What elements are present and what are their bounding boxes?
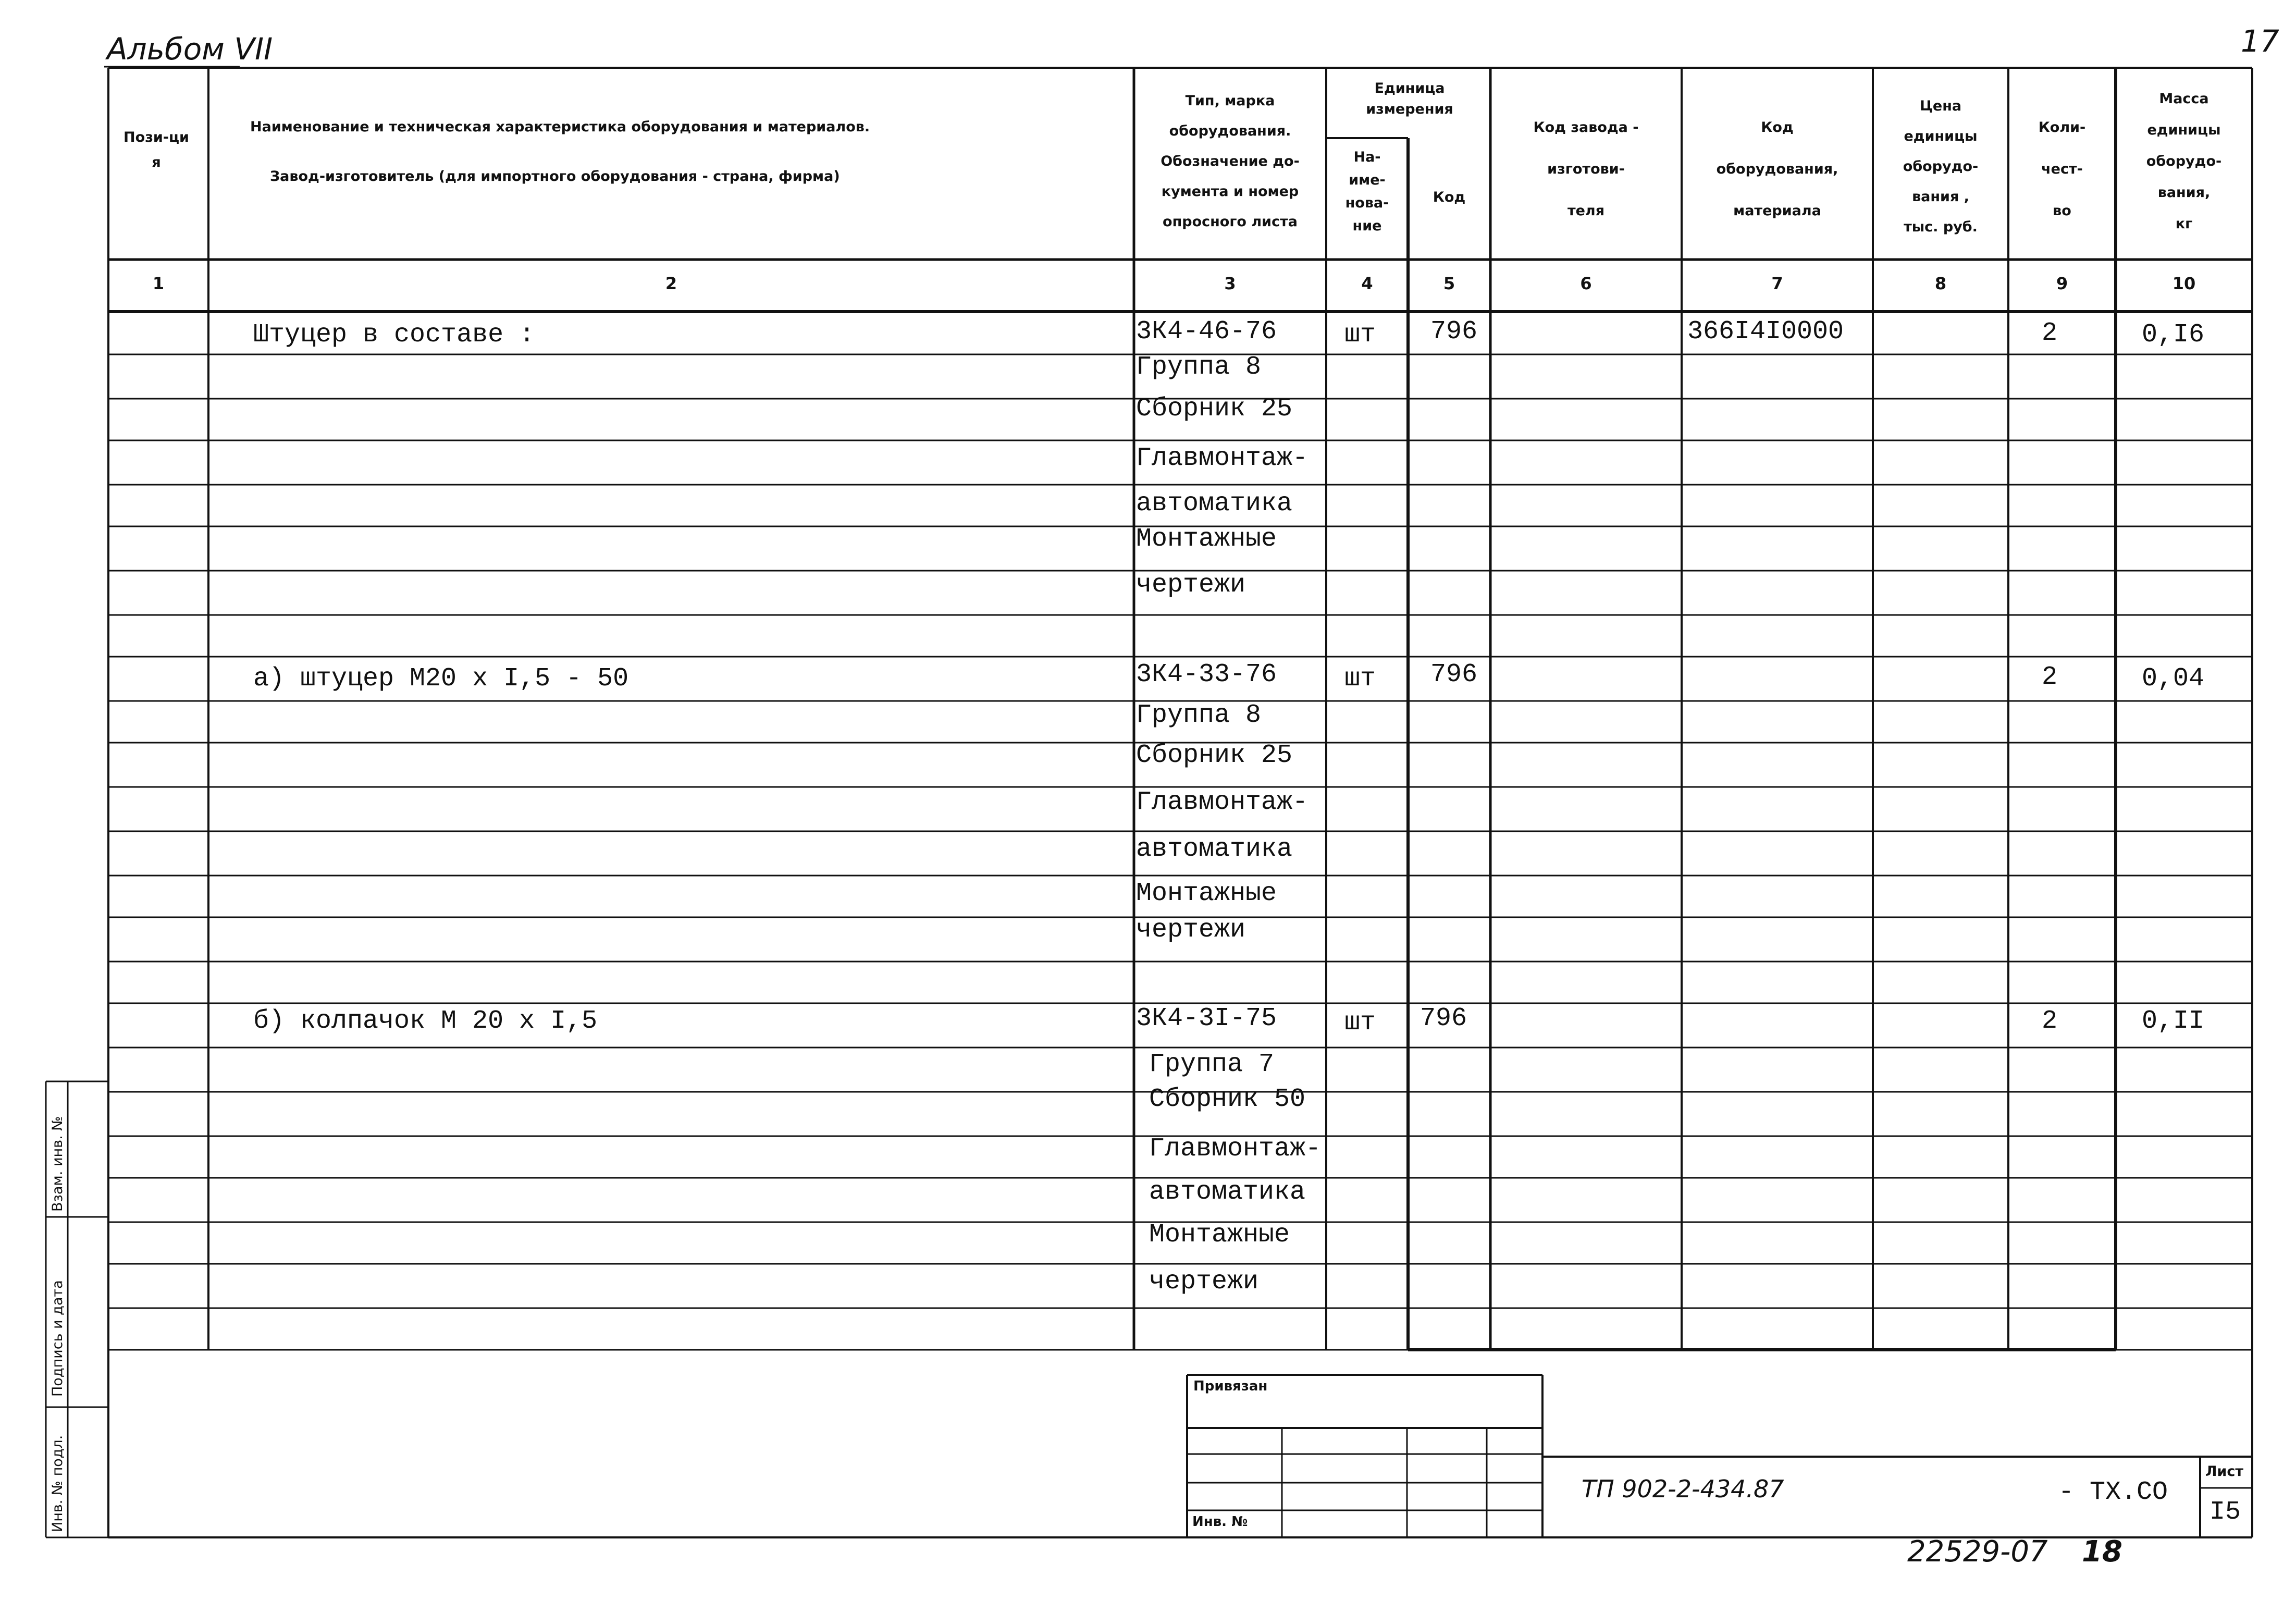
column-number: 8 — [1934, 274, 1947, 293]
header-price-line: вания , — [1912, 189, 1969, 205]
header-eq-line: Код — [1761, 119, 1794, 136]
header-unit-group: Единица измерения — [1366, 80, 1453, 117]
column-number: 6 — [1580, 274, 1592, 293]
item-designation-line: Сборник 50 — [1149, 1085, 1306, 1114]
item-designation-line: автоматика — [1136, 834, 1293, 864]
item-quantity: 2 — [2042, 318, 2058, 348]
item-designation-line: Главмонтаж- — [1136, 787, 1309, 817]
header-price-line: тыс. руб. — [1904, 219, 1978, 235]
item-equipment-code: 366I4I0000 — [1687, 317, 1844, 347]
item-name: а) штуцер М20 х I,5 - 50 — [253, 664, 629, 694]
header-qty-line: во — [2053, 203, 2071, 219]
header-unit-name-line: На- — [1353, 149, 1381, 165]
header-price-line: единицы — [1904, 128, 1978, 144]
item-unit-code: 796 — [1420, 1004, 1467, 1033]
item-designation-line: автоматика — [1136, 489, 1293, 519]
header-mass — [2116, 83, 2252, 240]
header-mfr-line: теля — [1567, 203, 1605, 219]
item-unit-name: шт — [1344, 320, 1376, 350]
header-mass-line: единицы — [2147, 122, 2221, 138]
stamp-bound-label: Привязан — [1193, 1378, 1268, 1394]
item-designation-line: Главмонтаж- — [1149, 1134, 1322, 1164]
item-designation-line: 3К4-46-76 — [1136, 317, 1277, 347]
album-title: Альбом VII — [107, 31, 273, 67]
header-unit-name — [1326, 146, 1408, 238]
item-mass: 0,I6 — [2142, 320, 2205, 350]
item-unit-code: 796 — [1430, 660, 1478, 689]
column-number: 7 — [1771, 274, 1783, 293]
item-mass: 0,II — [2142, 1006, 2205, 1036]
header-mfr-line: изготови- — [1547, 161, 1625, 177]
item-unit-code: 796 — [1430, 317, 1478, 347]
item-designation-line: Сборник 25 — [1136, 741, 1293, 770]
header-qty-line: чест- — [2041, 161, 2083, 177]
header-name-line1: Наименование и техническая характеристика оборудования и материалов. — [250, 119, 870, 135]
stamp-sheet-label: Лист — [2205, 1463, 2243, 1480]
side-label-signature-date: Подпись и дата — [50, 1280, 66, 1397]
header-type-line: Тип, марка — [1185, 93, 1275, 109]
header-mass-line: оборудо- — [2146, 153, 2222, 169]
header-quantity — [2008, 107, 2116, 232]
stamp-doc-code: ТП 902-2-434.87 — [1582, 1475, 1784, 1503]
item-quantity: 2 — [2042, 1006, 2058, 1036]
header-price-line: оборудо- — [1903, 158, 1979, 175]
item-designation-line: Монтажные — [1149, 1220, 1290, 1250]
header-unit-name-line: име- — [1349, 172, 1386, 188]
header-position: Пози-ция — [124, 129, 189, 170]
header-price — [1873, 91, 2008, 242]
header-type-line: кумента и номер — [1161, 183, 1299, 200]
column-number: 2 — [665, 274, 677, 293]
item-designation-line: Сборник 25 — [1136, 394, 1293, 424]
item-mass: 0,04 — [2142, 664, 2205, 694]
item-unit-name: шт — [1344, 1008, 1376, 1038]
stamp-sheet-number: I5 — [2209, 1497, 2241, 1527]
header-type-designation — [1134, 86, 1326, 237]
header-type-line: опросного листа — [1163, 214, 1298, 230]
header-type-line: Обозначение до- — [1161, 153, 1300, 169]
item-name: Штуцер в составе : — [253, 320, 535, 350]
item-unit-name: шт — [1344, 664, 1376, 694]
item-designation-line: Группа 7 — [1149, 1050, 1275, 1079]
item-designation-line: чертежи — [1136, 915, 1246, 945]
header-qty-line: Коли- — [2038, 119, 2086, 136]
column-number: 4 — [1361, 274, 1373, 293]
header-type-line: оборудования. — [1169, 123, 1291, 139]
item-designation-line: Главмонтаж- — [1136, 444, 1309, 473]
header-eq-line: оборудования, — [1716, 161, 1838, 177]
header-name-line2: Завод-изготовитель (для импортного оборудования - страна, фирма) — [270, 168, 840, 184]
header-manufacturer-code — [1490, 107, 1682, 232]
footer-page: 18 — [2082, 1535, 2122, 1569]
item-designation-line: 3К4-3I-75 — [1136, 1004, 1277, 1033]
side-label-replace-inv: Взам. инв. № — [50, 1116, 66, 1212]
header-unit-code: Код — [1433, 189, 1466, 205]
stamp-doc-suffix: - ТХ.СО — [2058, 1477, 2168, 1507]
item-designation-line: 3К4-33-76 — [1136, 660, 1277, 689]
item-designation-line: чертежи — [1136, 570, 1246, 600]
column-number: 5 — [1443, 274, 1455, 293]
header-mass-line: Масса — [2159, 91, 2209, 107]
column-number: 10 — [2172, 274, 2196, 293]
stamp-inv-label: Инв. № — [1192, 1514, 1248, 1530]
header-price-line: Цена — [1919, 98, 1962, 114]
header-eq-line: материала — [1733, 203, 1821, 219]
item-designation-line: автоматика — [1149, 1177, 1306, 1207]
item-quantity: 2 — [2042, 662, 2058, 692]
header-unit-name-line: ние — [1352, 218, 1382, 234]
header-mass-line: кг — [2175, 216, 2193, 232]
item-designation-line: Монтажные — [1136, 879, 1277, 908]
page-number: 17 — [2241, 23, 2279, 59]
column-number: 9 — [2056, 274, 2068, 293]
header-mfr-line: Код завода - — [1533, 119, 1639, 136]
item-name: б) колпачок М 20 х I,5 — [253, 1006, 598, 1036]
footer-code: 22529-07 — [1907, 1535, 2048, 1569]
item-designation-line: Группа 8 — [1136, 352, 1262, 382]
item-designation-line: Монтажные — [1136, 524, 1277, 554]
header-equipment-code — [1682, 107, 1873, 232]
side-label-inv-sub: Инв. № подл. — [50, 1435, 66, 1532]
header-mass-line: вания, — [2157, 184, 2211, 201]
column-number: 1 — [152, 274, 165, 293]
item-designation-line: Группа 8 — [1136, 700, 1262, 730]
item-designation-line: чертежи — [1149, 1267, 1259, 1297]
header-unit-name-line: нова- — [1345, 195, 1389, 211]
column-number: 3 — [1224, 274, 1236, 293]
